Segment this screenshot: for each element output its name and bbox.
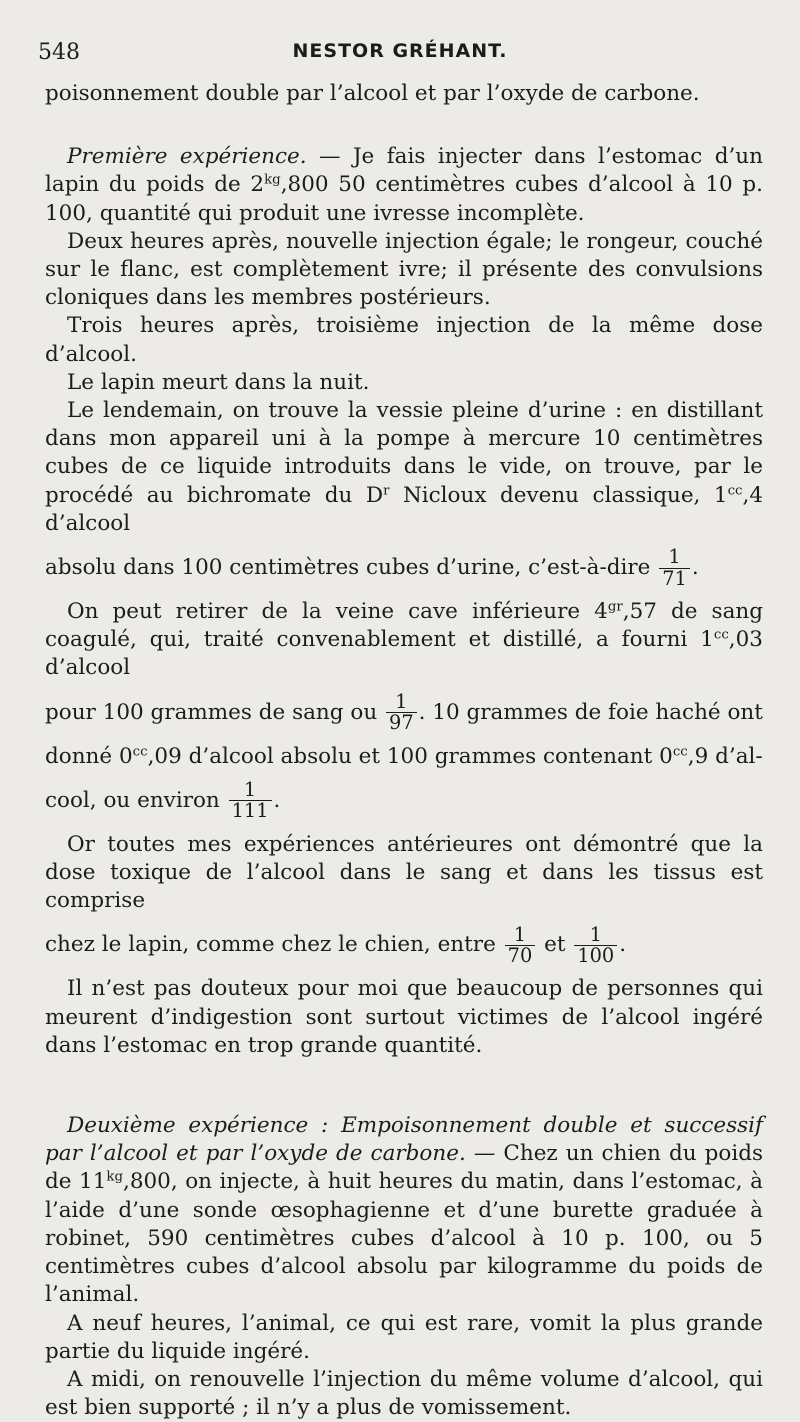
paragraph-second-injection: Deux heures après, nouvelle injection égale; le rongeur, couché sur le flanc, est complètement ivre; il présente des convulsions cloniques dans les membres postérieurs.	[45, 228, 763, 311]
fraction-1-100: $\frac{1}{100}$	[574, 925, 617, 967]
experiment-title: Première expérience.	[67, 144, 307, 170]
line-liver-fraction: cool, ou environ $\frac{1}{111}$ .	[45, 778, 281, 823]
paragraph-noon-injection: A midi, on renouvelle l’injection du même volume d’alcool, qui est bien supporté ; il n’y a plus de vomissement.	[45, 1366, 763, 1421]
line-urine-fraction: absolu dans 100 centimètres cubes d’urine, c’est-à-dire $\frac{1}{71}$ .	[45, 545, 699, 590]
experiment-title: Deuxième expérience : Empoisonnement double et successif par l’alcool et par l’oxyde de carbone.	[45, 1113, 763, 1167]
page-body	[45, 80, 763, 1422]
paragraph-blood-analysis: On peut retirer de la veine cave inférieure $4^{gr},57$ de sang coagulé, qui, traité convenablement et distillé, a fourni $1^{cc},03$ d’alcool	[45, 599, 764, 681]
page-number: 548	[38, 40, 80, 65]
paragraph-toxic-dose: Or toutes mes expériences antérieures ont démontré que la dose toxique de l’alcool dans le sang et dans les tissus est comprise	[45, 831, 763, 914]
paragraph-rabbit-dies: Le lapin meurt dans la nuit.	[67, 369, 370, 395]
line-liver-alcohol: donné $0^{cc},09$ d’alcool absolu et 100 grammes contenant $0^{cc},9$ d’al-	[45, 743, 763, 769]
line-blood-fraction: pour 100 grammes de sang ou $\frac{1}{97}$ . 10 grammes de foie haché ont	[45, 689, 763, 735]
paragraph-continuation: poisonnement double par l’alcool et par l’oxyde de carbone.	[45, 81, 700, 106]
running-title: NESTOR GRÉHANT.	[292, 40, 508, 62]
page-header	[38, 34, 762, 74]
fraction-1-71: $\frac{1}{71}$	[659, 547, 690, 589]
paragraph-third-injection: Trois heures après, troisième injection de la même dose d’alcool.	[45, 313, 763, 367]
paragraph-indigestion: Il n’est pas douteux pour moi que beaucoup de personnes qui meurent d’indigestion sont surtout victimes de l’alcool ingéré dans l’estomac en trop grande quantité.	[45, 976, 763, 1058]
paragraph-vomits: A neuf heures, l’animal, ce qui est rare, vomit la plus grande partie du liquide ingéré.	[45, 1310, 763, 1364]
fraction-1-97: $\frac{1}{97}$	[386, 692, 417, 734]
line-toxic-dose-fractions: chez le lapin, comme chez le chien, entre $\frac{1}{70}$ et $\frac{1}{100}$ .	[45, 922, 627, 967]
fraction-1-70: $\frac{1}{70}$	[505, 925, 536, 967]
fraction-1-111: $\frac{1}{111}$	[229, 780, 272, 822]
paragraph-urine-analysis: Le lendemain, on trouve la vessie pleine d’urine : en distillant dans mon appareil uni à la pompe à mercure 10 centimètres cubes de ce liquide introduits dans le vide, on trouve, par le procédé au bichromate du $D^r$ Nicloux devenu classique, $1^{cc},4$ d’alcool	[45, 398, 764, 536]
paragraph-first-experiment: Première expérience. — Je fais injecter dans l’estomac d’un lapin du poids de $2^{kg},800$ 50 centimètres cubes d’alcool à 10 p. 100, quantité qui produit une ivresse incomplète.	[45, 144, 764, 226]
paragraph-second-experiment: Deuxième expérience : Empoisonnement double et successif par l’alcool et par l’oxyde de carbone. — Chez un chien du poids de $11^{kg},800$, on injecte, à huit heures du matin, dans l’estomac, à l’aide d’une sonde œsophagienne et d’une burette graduée à robinet, 590 centimètres cubes d’alcool à 10 p. 100, ou 5 centimètres cubes d’alcool absolu par kilogramme du poids de l’animal.	[45, 1113, 763, 1308]
